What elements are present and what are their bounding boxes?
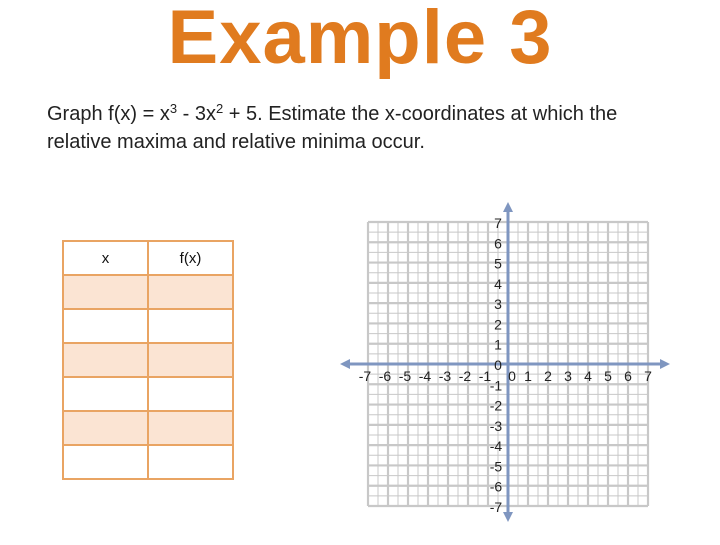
- y-tick-label: 0: [494, 357, 502, 373]
- values-table: [62, 240, 234, 480]
- y-axis-down-arrow-icon: [503, 512, 513, 522]
- cell-fx: [148, 343, 233, 377]
- table-header-row: [63, 241, 233, 275]
- y-tick-label: -4: [489, 438, 503, 455]
- x-tick-label: -4: [418, 368, 432, 384]
- page-title: Example 3: [167, 0, 553, 80]
- x-tick-label: -3: [438, 368, 452, 384]
- table-row: [63, 445, 233, 479]
- grid-lines: [368, 222, 648, 506]
- y-tick-label: 5: [494, 255, 502, 272]
- cell-x: [63, 275, 148, 309]
- x-tick-label: -2: [458, 368, 472, 384]
- table-row: [63, 309, 233, 343]
- cell-x: [63, 445, 148, 479]
- x-axis-left-arrow-icon: [340, 359, 350, 369]
- table-row: [63, 275, 233, 309]
- y-tick-label: 3: [494, 296, 502, 313]
- x-tick-label: -6: [378, 368, 392, 384]
- table-body: [63, 275, 233, 479]
- tick-labels: [359, 215, 652, 515]
- prompt-text-1: Graph f(x) = x: [47, 103, 170, 125]
- table-row: [63, 411, 233, 445]
- y-tick-label: -6: [489, 478, 503, 495]
- exponent-2: 2: [215, 101, 224, 116]
- exponent-3: 3: [169, 101, 178, 116]
- x-tick-label: -7: [358, 368, 372, 384]
- y-tick-label: 2: [494, 316, 502, 333]
- cell-x: [63, 377, 148, 411]
- x-tick-label: 2: [544, 368, 552, 384]
- cell-x: [63, 411, 148, 445]
- header-x: x: [63, 241, 148, 275]
- x-tick-label: 3: [564, 368, 572, 384]
- y-tick-label: -3: [489, 417, 503, 434]
- cell-fx: [148, 411, 233, 445]
- prompt-text-3: + 5. Estimate the x-coordinates at which the relative maxima and relative minima occur.: [47, 103, 618, 153]
- x-tick-label: 5: [604, 368, 612, 384]
- y-tick-label: 4: [494, 275, 502, 292]
- cell-fx: [148, 377, 233, 411]
- y-axis-up-arrow-icon: [503, 202, 513, 212]
- x-tick-label: 6: [624, 368, 632, 384]
- x-tick-label: 4: [584, 368, 592, 384]
- y-tick-label: 1: [494, 336, 502, 353]
- x-tick-label: -1: [478, 368, 492, 384]
- table-row: [63, 343, 233, 377]
- cell-x: [63, 309, 148, 343]
- cell-fx: [148, 445, 233, 479]
- x-tick-label: 1: [524, 368, 532, 384]
- table-row: [63, 377, 233, 411]
- y-tick-label: -7: [489, 499, 503, 515]
- cell-fx: [148, 309, 233, 343]
- y-tick-label: -5: [489, 458, 503, 475]
- x-axis-right-arrow-icon: [660, 359, 670, 369]
- header-fx: f(x): [148, 241, 233, 275]
- cell-x: [63, 343, 148, 377]
- prompt-text-2: - 3x: [177, 103, 216, 125]
- x-tick-label: 0: [508, 368, 516, 384]
- y-tick-label: 7: [494, 215, 502, 231]
- y-tick-label: -1: [489, 377, 503, 394]
- x-tick-label: 7: [644, 368, 652, 384]
- problem-statement: [47, 100, 687, 156]
- axes: [340, 202, 670, 522]
- y-tick-label: -2: [489, 397, 503, 414]
- cell-fx: [148, 275, 233, 309]
- y-tick-label: 6: [494, 235, 502, 252]
- x-tick-label: -5: [398, 368, 412, 384]
